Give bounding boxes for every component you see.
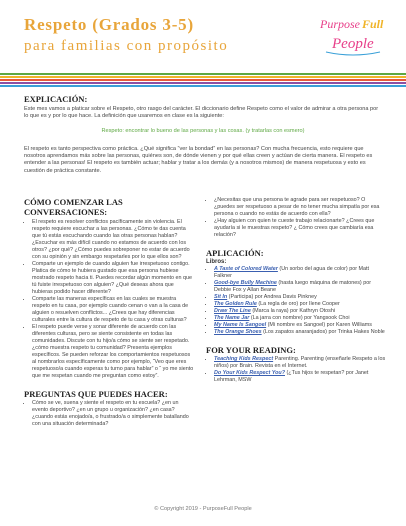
svg-text:Full: Full bbox=[362, 17, 384, 31]
list-item: • El respeto puede verse y sonar diferente de acuerdo con las diferentes culturas, pero se siente consistente en todas las comunidades. Discute con tu hijo/a cómo se siente ser respetado. ¿cómo muestra respeto tu comunidad? Presenta ejemplos específicos. Se pueden reforzar los comportamientos respetuosos al nombrarlos específicamente como por ejemplo, “Veo que eres respetuoso/a cuando esperas tu turno para hablar” o “ yo me siento que me respetan cuando me preguntan como estoy”. bbox=[32, 324, 194, 380]
explicacion-heading: EXPLICACIÓN: bbox=[24, 94, 88, 104]
respeto-definition: Respeto: encontrar lo bueno de las personas y las cosas. (y tratarlas con esmero) bbox=[101, 128, 305, 134]
libros-label: Libros: bbox=[206, 259, 227, 265]
book-link[interactable]: Sit In bbox=[214, 294, 228, 300]
list-item bbox=[214, 294, 386, 301]
conversaciones-heading: CÓMO COMENZAR LAS CONVERSACIONES: bbox=[24, 197, 123, 217]
list-item: • El respeto es resolver conflictos pacíficamente sin violencia. El respeto requiere escuchar a las personas. ¿Cómo te das cuenta que tú estás escuchando cuando las otras personas hablan? ¿Escuchar es más difícil cuando no estamos de acuerdo con los otros? ¿por qué? ¿Cómo puedes sobreponer no estar de acuerdo con su opinión y sin embargo respetarles por lo que ellos son? bbox=[32, 219, 194, 261]
book-details: (Un sorbo del agua de color) por Matt Falkner bbox=[214, 266, 369, 279]
preguntas-continued-list bbox=[206, 197, 386, 239]
book-link[interactable]: A Taste of Colored Water bbox=[214, 266, 278, 272]
page-title: Respeto (Grados 3-5) bbox=[24, 15, 194, 34]
list-item: • Cómo se ve, suena y siente el respeto en tu escuela? ¿en un evento deportivo? ¿en un grupo u organización? ¿en casa? ¿cuando estás enojado/a, o frustrado/a o simplemente batallando con una situación determinada? bbox=[32, 400, 194, 428]
book-link[interactable]: My Name Is Sangoel bbox=[214, 322, 267, 328]
book-link[interactable]: The Name Jar bbox=[214, 315, 250, 321]
list-item bbox=[214, 301, 386, 308]
book-details: (hasta luego máquina de matones) por Debbie Fox y Allan Beane bbox=[214, 280, 372, 293]
article-link[interactable]: Teaching Kids Respect bbox=[214, 356, 274, 362]
book-link[interactable]: The Orange Shoes bbox=[214, 329, 262, 335]
page-subtitle: para familias con propósito bbox=[24, 38, 229, 54]
list-item bbox=[214, 370, 386, 384]
decorative-stripes bbox=[0, 73, 406, 88]
article-details: (¿Tus hijos te respetan? por Janet Lehrman, MSW bbox=[214, 370, 369, 383]
book-details: (Los zapatos anaranjados) por Trinka Hakes Noble bbox=[261, 329, 385, 335]
article-details: Parenting. Parenting (enseñarle Respeto a los niños) por Brain. Revista en el Internet. bbox=[214, 356, 386, 369]
article-link[interactable]: Do Your Kids Respect You? bbox=[214, 370, 285, 376]
book-link[interactable]: Draw The Line bbox=[214, 308, 251, 314]
preguntas-list bbox=[24, 400, 194, 428]
book-details: (Mi nombre es Sangoel) por Karen Williams bbox=[266, 322, 372, 328]
book-link[interactable]: The Golden Rule bbox=[214, 301, 257, 307]
list-item bbox=[214, 280, 386, 294]
book-details: (Marca la raya) por Kathryn Otoshi bbox=[250, 308, 336, 314]
svg-text:People: People bbox=[332, 36, 374, 52]
explicacion-paragraph-2: El respeto es tanto perspectiva como práctica. ¿Qué significa “ver la bondad” en las personas? Con mucha frecuencia, esto requiere que nosotros aprendamos más sobre las personas, quiénes son, de dónde vienen y por qué ellas creen y actúan de cierta manera. El respeto es entender a las personas! El respeto es también actuar; hablar y tratar a los demás (y a nosotros mismos) de manera respetuosa y esto es cuestión de práctica constante. bbox=[24, 146, 373, 174]
list-item: • Comparte las maneras específicas en las cuales se muestra respeto en tu casa, por ejemplo cuando cenan o van a la casa de alguien o resuelven conflictos... ¿Crees que hay diferencias culturales entre la cultura de respeto de tu casa y otras culturas? bbox=[32, 296, 194, 324]
svg-text:Purpose: Purpose bbox=[320, 17, 360, 31]
book-details: (Participa) por Andrea Davis Pinkney bbox=[227, 294, 317, 300]
list-item bbox=[214, 308, 386, 315]
list-item bbox=[214, 329, 386, 336]
conversaciones-list bbox=[24, 219, 194, 380]
purposefull-people-logo bbox=[318, 12, 388, 60]
list-item: • Comparte un ejemplo de cuando alguien fue irrespetuoso contigo. Platica de cómo te hubiera gustado que esa persona hubiese mostrado respeto hacia ti. Puedes recordar algún momento en que tú fuiste irrespetuoso con alguien? ¿Qué deseas ahora que hubieras podido hacer diferente? bbox=[32, 261, 194, 296]
list-item: • ¿Hay alguien con quien te cueste trabajo relacionarte? ¿Crees que ayudaría si le muestras respeto? ¿ Cómo crees que cambiaría esa relación? bbox=[214, 218, 386, 239]
explicacion-paragraph-1: Este mes vamos a platicar sobre el Respeto, otro rasgo del carácter. El diccionario define Respeto como el valor de admirar a otra persona por lo que es y por lo que hace. La definición que usaremos en clase es la siguiente: bbox=[24, 106, 379, 120]
reading-list bbox=[206, 356, 386, 384]
book-link[interactable]: Good-bye Bully Machine bbox=[214, 280, 277, 286]
books-list bbox=[206, 266, 386, 336]
list-item bbox=[214, 266, 386, 280]
list-item bbox=[214, 356, 386, 370]
reading-heading: FOR YOUR READING: bbox=[206, 345, 296, 355]
aplicacion-heading: APLICACIÓN: bbox=[206, 248, 264, 258]
list-item bbox=[214, 315, 386, 322]
preguntas-heading: PREGUNTAS QUE PUEDES HACER: bbox=[24, 389, 168, 399]
list-item bbox=[214, 322, 386, 329]
copyright-footer: © Copyright 2019 - PurposeFull People bbox=[154, 506, 252, 512]
list-item: • ¿Necesitas que una persona te agrade para ser respetuoso? O ¿puedes ser respetuoso a pesar de no tener mucha simpatía por esa persona o cuando no estás de acuerdo con ella? bbox=[214, 197, 386, 218]
book-details: (La regla de oro) por Ilene Cooper bbox=[256, 301, 340, 307]
book-details: (La jarra con nombre) por Yangsook Choi bbox=[249, 315, 350, 321]
